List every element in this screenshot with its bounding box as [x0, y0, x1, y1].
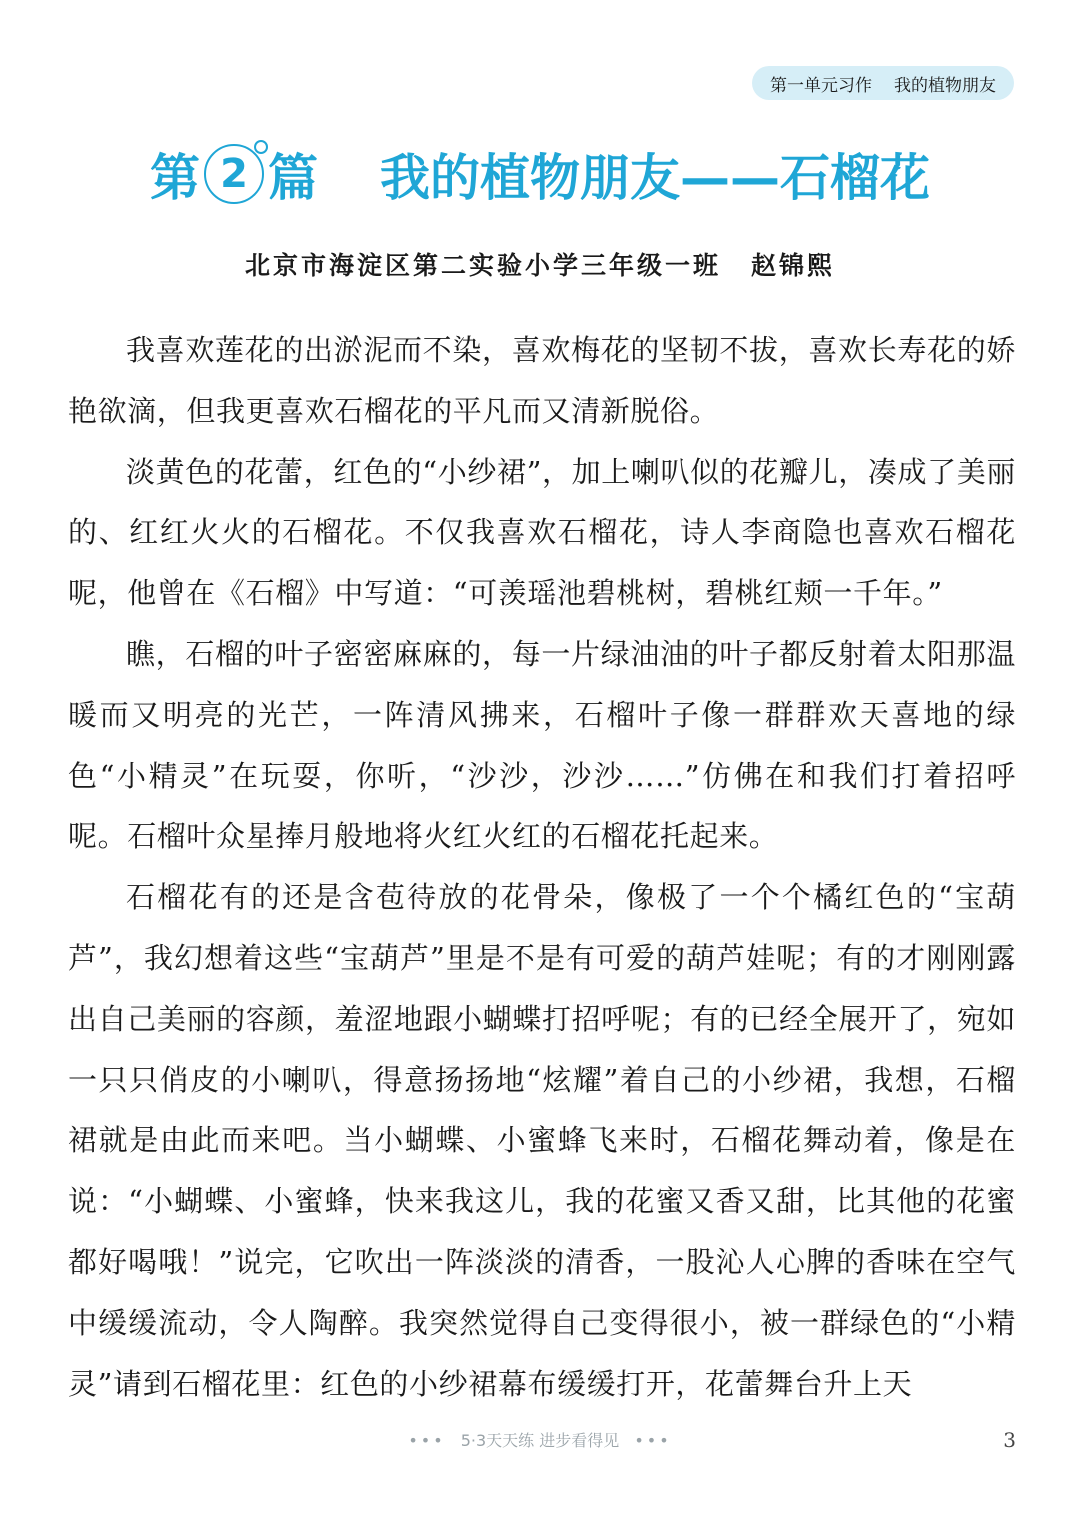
topic-label: 我的植物朋友: [894, 75, 996, 96]
footer-slogan-text: 5·3天天练 进步看得见: [460, 1431, 620, 1450]
paragraph: 淡黄色的花蕾，红色的“小纱裙”，加上喇叭似的花瓣儿，凑成了美丽的、红红火火的石榴花。不仅我喜欢石榴花，诗人李商隐也喜欢石榴花呢，他曾在《石榴》中写道：“可羡瑶池碧桃树，碧桃红颊一千年。”: [68, 454, 1016, 611]
author-line: [0, 246, 1080, 282]
article-number-badge: [204, 144, 264, 204]
footer-dots-left: •••: [408, 1431, 446, 1450]
author-school: 北京市海淀区第二实验小学三年级一班: [244, 251, 721, 280]
paragraph: 石榴花有的还是含苞待放的花骨朵，像极了一个个橘红色的“宝葫芦”，我幻想着这些“宝葫芦”里是不是有可爱的葫芦娃呢；有的才刚刚露出自己美丽的容颜，羞涩地跟小蝴蝶打招呼呢；有的已经全展开了，宛如一只只俏皮的小喇叭，得意扬扬地“炫耀”着自己的小纱裙，我想，石榴裙就是由此而来吧。当小蝴蝶、小蜜蜂飞来时，石榴花舞动着，像是在说：“小蝴蝶、小蜜蜂，快来我这儿，我的花蜜又香又甜，比其他的花蜜都好喝哦！”说完，它吹出一阵淡淡的清香，一股沁人心脾的香味在空气中缓缓流动，令人陶醉。我突然觉得自己变得很小，被一群绿色的“小精灵”请到石榴花里：红色的小纱裙幕布缓缓打开，花蕾舞台升上天: [68, 880, 1016, 1401]
title-prefix: 第: [150, 149, 200, 207]
footer-slogan: [0, 1428, 1080, 1451]
article-number: 2: [220, 151, 248, 197]
footer-dots-right: •••: [634, 1431, 672, 1450]
unit-label: 第一单元习作: [770, 75, 872, 96]
paragraph: 瞧，石榴的叶子密密麻麻的，每一片绿油油的叶子都反射着太阳那温暖而又明亮的光芒，一阵清风拂来，石榴叶子像一群群欢天喜地的绿色“小精灵”在玩耍，你听，“沙沙，沙沙……”仿佛在和我们打着招呼呢。石榴叶众星捧月般地将火红火红的石榴花托起来。: [68, 636, 1016, 854]
page-number: 3: [1003, 1428, 1016, 1452]
unit-tag: [752, 66, 1014, 100]
author-name: 赵锦熙: [751, 251, 836, 280]
paragraph: 我喜欢莲花的出淤泥而不染，喜欢梅花的坚韧不拔，喜欢长寿花的娇艳欲滴，但我更喜欢石榴花的平凡而又清新脱俗。: [68, 333, 1016, 428]
article-body: [68, 320, 1016, 1414]
title-text: 我的植物朋友——石榴花: [380, 149, 930, 207]
title-suffix: 篇: [268, 149, 318, 207]
article-title: [0, 138, 1080, 210]
